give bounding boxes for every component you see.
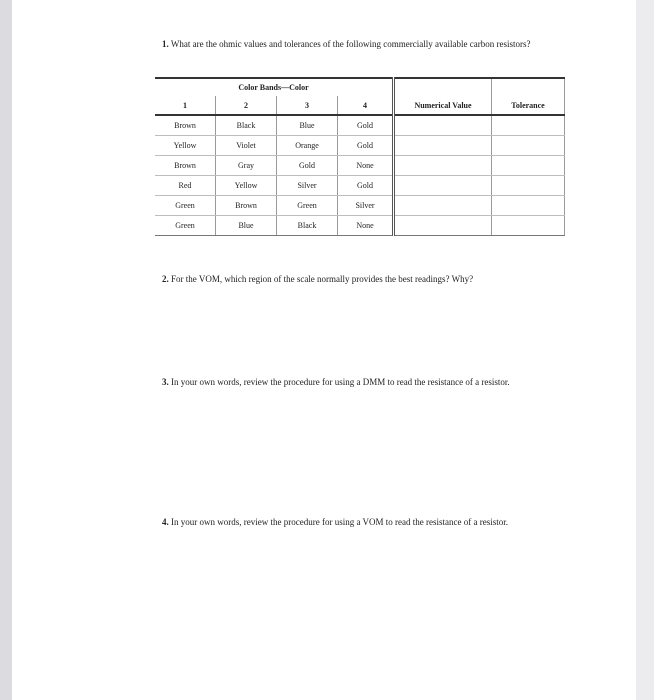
band-3-cell: Black [277, 216, 338, 236]
question-4-text: In your own words, review the procedure for using a VOM to read the resistance of a resistor. [171, 517, 508, 527]
question-2-text: For the VOM, which region of the scale normally provides the best readings? Why? [171, 274, 474, 284]
question-3 [162, 376, 592, 388]
table-row [155, 196, 565, 216]
question-1-text: What are the ohmic values and tolerances of the following commercially available carbon resistors? [170, 39, 531, 49]
color-bands-group-header: Color Bands—Color [155, 78, 394, 96]
question-4 [162, 516, 592, 528]
numerical-value-cell[interactable] [394, 176, 492, 196]
band-1-cell: Brown [155, 115, 216, 136]
numerical-value-cell[interactable] [394, 156, 492, 176]
background-right-edge [636, 0, 654, 700]
question-2 [162, 273, 582, 285]
question-3-text: In your own words, review the procedure for using a DMM to read the resistance of a resistor. [171, 377, 510, 387]
numerical-value-cell[interactable] [394, 136, 492, 156]
table-row [155, 136, 565, 156]
header-tolerance: Tolerance [492, 96, 565, 115]
tolerance-cell[interactable] [492, 176, 565, 196]
header-band-1: 1 [155, 96, 216, 115]
band-3-cell: Orange [277, 136, 338, 156]
resistor-color-table [155, 77, 565, 236]
question-1-number: 1. [162, 39, 169, 49]
table-row [155, 156, 565, 176]
header-band-2: 2 [216, 96, 277, 115]
band-3-cell: Green [277, 196, 338, 216]
band-2-cell: Violet [216, 136, 277, 156]
question-4-number: 4. [162, 517, 169, 527]
background-left-edge [0, 0, 12, 700]
tolerance-cell[interactable] [492, 115, 565, 136]
band-3-cell: Gold [277, 156, 338, 176]
band-1-cell: Green [155, 196, 216, 216]
table-row [155, 115, 565, 136]
question-3-number: 3. [162, 377, 169, 387]
band-4-cell: Gold [338, 176, 394, 196]
band-4-cell: Gold [338, 136, 394, 156]
tolerance-cell[interactable] [492, 156, 565, 176]
question-2-number: 2. [162, 274, 169, 284]
band-1-cell: Red [155, 176, 216, 196]
band-2-cell: Black [216, 115, 277, 136]
band-3-cell: Silver [277, 176, 338, 196]
band-4-cell: Silver [338, 196, 394, 216]
table-group-header-row [155, 78, 565, 96]
table-row [155, 176, 565, 196]
worksheet-page [12, 0, 636, 700]
tolerance-cell[interactable] [492, 216, 565, 236]
numerical-value-cell[interactable] [394, 115, 492, 136]
question-1 [162, 38, 582, 50]
header-band-3: 3 [277, 96, 338, 115]
table-header-row [155, 96, 565, 115]
band-3-cell: Blue [277, 115, 338, 136]
band-1-cell: Green [155, 216, 216, 236]
band-4-cell: Gold [338, 115, 394, 136]
table-row [155, 216, 565, 236]
group-header-blank-1 [394, 78, 492, 96]
numerical-value-cell[interactable] [394, 216, 492, 236]
band-2-cell: Yellow [216, 176, 277, 196]
band-2-cell: Blue [216, 216, 277, 236]
band-4-cell: None [338, 156, 394, 176]
band-2-cell: Brown [216, 196, 277, 216]
band-1-cell: Yellow [155, 136, 216, 156]
band-2-cell: Gray [216, 156, 277, 176]
header-numerical-value: Numerical Value [394, 96, 492, 115]
band-4-cell: None [338, 216, 394, 236]
numerical-value-cell[interactable] [394, 196, 492, 216]
band-1-cell: Brown [155, 156, 216, 176]
tolerance-cell[interactable] [492, 136, 565, 156]
header-band-4: 4 [338, 96, 394, 115]
group-header-blank-2 [492, 78, 565, 96]
tolerance-cell[interactable] [492, 196, 565, 216]
